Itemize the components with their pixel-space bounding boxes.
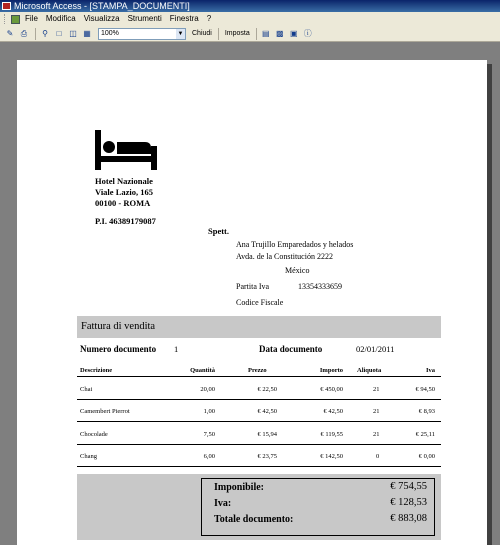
recipient-name: Ana Trujillo Emparedados y helados: [236, 240, 354, 249]
view-icon[interactable]: ✎: [6, 29, 14, 38]
row-amount: € 42,50: [323, 408, 343, 415]
menu-file[interactable]: File: [25, 14, 38, 23]
taxable-value: € 754,55: [390, 481, 427, 492]
col-header-amount: Importo: [319, 367, 343, 374]
office-links-icon[interactable]: ▤: [261, 29, 270, 38]
row-amount: € 142,50: [320, 453, 343, 460]
row-rate: 0: [376, 453, 380, 460]
vat-total-label: Iva:: [214, 498, 232, 509]
database-window-icon[interactable]: ▩: [275, 29, 284, 38]
bed-icon: [95, 130, 157, 170]
row-quantity: 6,00: [203, 453, 215, 460]
access-app-icon: [2, 2, 11, 10]
col-header-description: Descrizione: [80, 367, 113, 374]
menu-help[interactable]: ?: [206, 14, 212, 23]
row-vat: € 0,00: [418, 453, 435, 460]
row-price: € 22,50: [257, 386, 277, 393]
close-button[interactable]: Chiudi: [192, 30, 212, 37]
sender-city: 00100 - ROMA: [95, 198, 151, 208]
report-icon[interactable]: [11, 15, 20, 24]
print-icon[interactable]: ⎙: [20, 28, 28, 38]
toolbar-separator: [35, 28, 36, 40]
sender-address: [95, 176, 153, 209]
recipient-address: Avda. de la Constitución 2222: [236, 252, 333, 261]
report-page: [17, 60, 487, 545]
toolbar-separator: [256, 28, 257, 40]
header-divider: [77, 376, 441, 377]
row-amount: € 450,00: [320, 386, 343, 393]
row-description: Camembert Pierrot: [80, 408, 130, 415]
multiple-pages-icon[interactable]: ▦: [83, 29, 91, 38]
recipient-heading: Spett.: [208, 226, 230, 236]
zoom-icon[interactable]: ⚲: [42, 29, 48, 38]
row-divider: [77, 421, 441, 422]
doc-number-label: Numero documento: [80, 344, 157, 354]
row-price: € 23,75: [257, 453, 277, 460]
document-total-label: Totale documento:: [214, 514, 294, 525]
chevron-down-icon[interactable]: ▼: [177, 30, 184, 37]
two-pages-icon[interactable]: ◫: [69, 29, 77, 38]
document-total-value: € 883,08: [390, 513, 427, 524]
taxable-label: Imponibile:: [214, 482, 265, 493]
menu-strumenti[interactable]: Strumenti: [127, 14, 162, 23]
row-rate: 21: [373, 408, 380, 415]
col-header-price: Prezzo: [248, 367, 267, 374]
recipient-vat-value: 13354333659: [298, 282, 342, 291]
recipient-vat-label: Partita Iva: [236, 282, 270, 291]
row-description: Chang: [80, 453, 97, 460]
vat-total-value: € 128,53: [390, 497, 427, 508]
row-description: Chocolade: [80, 431, 108, 438]
page-setup-button[interactable]: Imposta: [224, 30, 250, 37]
doc-date-label: Data documento: [259, 344, 323, 354]
window-edge: [492, 42, 500, 545]
doc-date: 02/01/2011: [356, 344, 395, 354]
row-price: € 42,50: [257, 408, 277, 415]
row-divider: [77, 399, 441, 400]
col-header-vat: Iva: [425, 367, 435, 374]
col-header-quantity: Quantità: [190, 367, 215, 374]
row-quantity: 7,50: [203, 431, 215, 438]
row-rate: 21: [373, 431, 380, 438]
document-type: Fattura di vendita: [77, 316, 441, 338]
print-preview-toolbar: [0, 26, 500, 42]
recipient-fiscal-label: Codice Fiscale: [236, 298, 284, 307]
row-divider: [77, 466, 441, 467]
zoom-select[interactable]: [98, 28, 186, 40]
row-divider: [77, 444, 441, 445]
one-page-icon[interactable]: □: [56, 29, 62, 38]
menu-visualizza[interactable]: Visualizza: [83, 14, 120, 23]
toolbar-separator: [218, 28, 219, 40]
window-title: Microsoft Access - [STAMPA_DOCUMENTI]: [14, 1, 190, 11]
row-vat: € 25,11: [415, 431, 435, 438]
col-header-rate: Aliquota: [357, 367, 382, 374]
menu-modifica[interactable]: Modifica: [45, 14, 76, 23]
row-quantity: 20,00: [200, 386, 215, 393]
row-vat: € 8,93: [418, 408, 435, 415]
sender-name: Hotel Nazionale: [95, 176, 153, 186]
row-vat: € 94,50: [415, 386, 435, 393]
menu-finestra[interactable]: Finestra: [169, 14, 199, 23]
zoom-value: 100%: [101, 29, 119, 37]
window-title-bar[interactable]: [0, 0, 500, 12]
row-rate: 21: [373, 386, 380, 393]
doc-number: 1: [174, 344, 179, 354]
new-object-icon[interactable]: ▣: [289, 29, 298, 38]
menu-grip: [4, 14, 7, 24]
help-icon[interactable]: ⓘ: [303, 29, 312, 38]
row-price: € 15,94: [257, 431, 277, 438]
sender-street: Viale Lazio, 165: [95, 187, 153, 197]
row-description: Chai: [80, 386, 93, 393]
row-quantity: 1,00: [203, 408, 215, 415]
sender-vat: P.I. 46389179087: [95, 216, 156, 226]
row-amount: € 119,55: [320, 431, 343, 438]
recipient-country: México: [285, 266, 310, 275]
menu-bar: [0, 12, 500, 26]
